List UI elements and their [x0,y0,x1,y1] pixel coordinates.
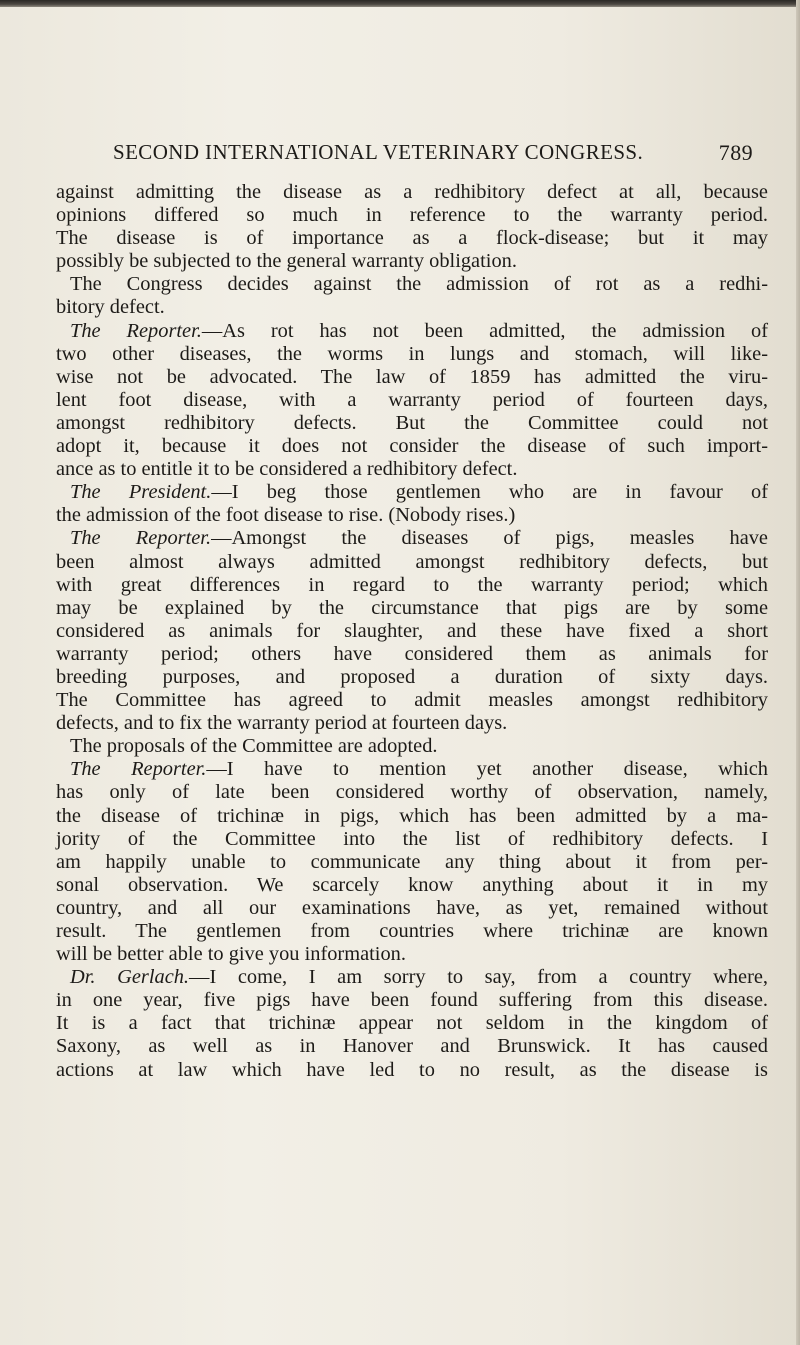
text-line [56,1059,768,1082]
text-line [56,250,768,273]
text-line [56,389,768,412]
line-text: the disease of trichinæ in pigs, which has been admitted by a ma- [56,804,768,827]
line-text: The proposals of the Committee are adopted. [70,735,438,758]
line-text: lent foot disease, with a warranty period of fourteen days, [56,388,768,411]
speaker-name: The Reporter. [70,758,207,781]
text-line [56,481,768,504]
text-line [56,874,768,897]
page-number: 789 [718,140,753,165]
text-line [56,227,768,250]
text-line [56,758,768,781]
text-line [56,597,768,620]
text-line [56,412,768,435]
line-text: —I come, I am sorry to say, from a country where, [189,966,769,989]
line-text: The disease is of importance as a flock-disease; but it may [56,227,768,250]
line-text: the admission of the foot disease to rise. (Nobody rises.) [56,504,516,527]
line-text: been almost always admitted amongst redhibitory defects, but [56,550,768,573]
text-line [56,989,768,1012]
page-header [113,136,753,166]
text-line [56,320,768,343]
line-text: —I beg those gentlemen who are in favour of [211,481,768,504]
text-line [56,458,768,481]
line-text: possibly be subjected to the general warranty obligation. [56,250,517,273]
line-text: with great differences in regard to the warranty period; which [56,573,768,596]
speaker-name: The Reporter. [70,527,212,550]
text-line [56,366,768,389]
speaker-name: The President. [70,481,212,504]
line-text: result. The gentlemen from countries where trichinæ are known [56,920,768,942]
text-line [56,735,768,758]
text-line [56,851,768,874]
line-text: country, and all our examinations have, as yet, remained without [56,896,768,919]
text-line [56,504,768,527]
line-text: The Committee has agreed to admit measles amongst redhibitory [56,689,768,712]
line-text: in one year, five pigs have been found suffering from this disease. [56,989,768,1012]
line-text: —Amongst the diseases of pigs, measles have [211,527,768,550]
line-text: opinions differed so much in reference to the warranty period. [56,204,768,227]
line-text: jority of the Committee into the list of redhibitory defects. I [56,827,768,850]
text-line [56,712,768,735]
text-line [56,574,768,597]
line-text: considered as animals for slaughter, and these have fixed a short [56,619,768,642]
text-line [56,343,768,366]
line-text: The Congress decides against the admission of rot as a redhi- [70,273,768,296]
text-line [56,1012,768,1035]
text-line [56,666,768,689]
line-text: adopt it, because it does not consider the disease of such import- [56,435,768,458]
line-text: bitory defect. [56,296,165,319]
text-line [56,943,768,966]
text-line [56,689,768,712]
line-text: breeding purposes, and proposed a duration of sixty days. [56,665,768,688]
line-text: actions at law which have led to no result, as the disease is [56,1058,768,1081]
text-line [56,435,768,458]
line-text: sonal observation. We scarcely know anything about it in my [56,873,768,896]
line-text: warranty period; others have considered them as animals for [56,642,768,665]
text-line [56,620,768,643]
text-line [56,273,768,296]
running-head: SECOND INTERNATIONAL VETERINARY CONGRESS. [113,140,644,164]
speaker-name: The Reporter. [70,319,202,342]
text-line [56,805,768,828]
text-line [56,551,768,574]
page-right-edge [796,0,800,1345]
text-line [56,920,768,943]
text-line [56,781,768,804]
line-text: may be explained by the circumstance that pigs are by some [56,596,768,619]
speaker-name: Dr. Gerlach. [70,966,190,989]
text-line [56,1035,768,1058]
text-line [56,643,768,666]
line-text: ance as to entitle it to be considered a redhibitory defect. [56,458,518,481]
text-line [56,296,768,319]
line-text: It is a fact that trichinæ appear not seldom in the kingdom of [56,1012,768,1035]
line-text: Saxony, as well as in Hanover and Brunswick. It has caused [56,1035,768,1058]
line-text: amongst redhibitory defects. But the Committee could not [56,411,768,434]
line-text: wise not be advocated. The law of 1859 has admitted the viru- [56,365,768,388]
text-line [56,181,768,204]
line-text: defects, and to fix the warranty period at fourteen days. [56,712,508,735]
text-line [56,527,768,550]
line-text: two other diseases, the worms in lungs and stomach, will like- [56,342,768,365]
line-text: —As rot has not been admitted, the admission of [201,319,768,342]
body-text [56,181,768,1082]
text-line [56,204,768,227]
line-text: has only of late been considered worthy of observation, namely, [56,781,768,804]
text-line [56,897,768,920]
text-line [56,966,768,989]
text-line [56,828,768,851]
line-text: am happily unable to communicate any thing about it from per- [56,850,768,873]
line-text: will be better able to give you information. [56,943,406,966]
line-text: —I have to mention yet another disease, which [206,758,768,781]
page-top-edge [0,0,800,7]
line-text: against admitting the disease as a redhibitory defect at all, because [56,181,768,203]
